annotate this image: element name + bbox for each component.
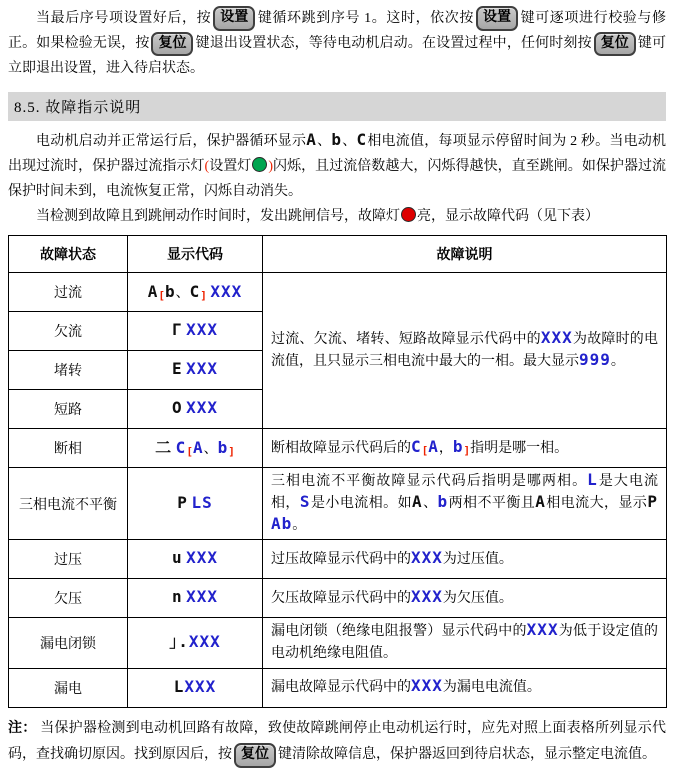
reset-key-icon: 复位 (234, 743, 276, 768)
display-code-cell: ｣.XXX (128, 618, 263, 668)
fault-state-cell: 断相 (9, 429, 128, 468)
intro-paragraph: 当最后序号项设置好后，按 设置 键循环跳到序号 1。这时，依次按 设置 键可逐项进行校验与修正。如果检验无误，按 复位 键退出设置状态，等待电动机启动。在设置过程中，任何时刻按 复位 键可立即退出设置，进入待启状态。 (8, 6, 666, 82)
normal-run-paragraph: 电动机启动并正常运行后，保护器循环显示A、b、C相电流值，每项显示停留时间为 2 秒。当电动机出现过流时，保护器过流指示灯(设置灯 )闪烁，且过流倍数越大，闪烁得越快，直至跳闸。如保护器过流保护时间未到，电流恢复正常，闪烁自动消失。 (8, 129, 667, 199)
col-header-fault-state: 故障状态 (9, 236, 128, 273)
reset-key-icon: 复位 (151, 32, 193, 57)
section-heading: 8.5. 故障指示说明 (8, 92, 666, 121)
fault-desc-cell: 断相故障显示代码后的C[A，b]指明是哪一相。 (263, 429, 667, 468)
table-row-overvoltage (9, 540, 667, 579)
fault-desc-cell: 过压故障显示代码中的XXX为过压值。 (263, 540, 667, 579)
fault-desc-cell-merged: 过流、欠流、堵转、短路故障显示代码中的XXX为故障时的电流值，且只显示三相电流中最大的一相。最大显示999。 (263, 273, 667, 429)
fault-desc-cell: 漏电故障显示代码中的XXX为漏电电流值。 (263, 668, 667, 707)
green-led-icon (252, 157, 267, 172)
table-row-phase-imbalance (9, 468, 667, 540)
display-code-cell: P LS (128, 468, 263, 540)
fault-state-cell: 过流 (9, 273, 128, 312)
fault-state-cell: 漏电闭锁 (9, 618, 128, 668)
note-paragraph: 注： 当保护器检测到电动机回路有故障，致使故障跳闸停止电动机运行时，应先对照上面表格所列显示代码，查找确切原因。找到原因后，按 复位 键清除故障信息，保护器返回到待启状态，显示整定电流值。 (8, 716, 666, 769)
fault-state-cell: 短路 (9, 390, 128, 429)
fault-desc-cell: 欠压故障显示代码中的XXX为欠压值。 (263, 579, 667, 618)
fault-state-cell: 欠流 (9, 312, 128, 351)
display-code-cell: A[b、C] XXX (128, 273, 263, 312)
table-row-phase-loss (9, 429, 667, 468)
col-header-display-code: 显示代码 (128, 236, 263, 273)
col-header-fault-desc: 故障说明 (263, 236, 667, 273)
display-code-cell: O XXX (128, 390, 263, 429)
display-code-cell: LXXX (128, 668, 263, 707)
red-led-icon (401, 207, 416, 222)
set-key-icon: 设置 (213, 6, 255, 31)
display-code-cell: 二 C[A、b] (128, 429, 263, 468)
fault-state-cell: 过压 (9, 540, 128, 579)
table-row-overcurrent (9, 273, 667, 312)
fault-state-cell: 三相电流不平衡 (9, 468, 128, 540)
set-key-icon: 设置 (476, 6, 518, 31)
display-code-cell: E XXX (128, 351, 263, 390)
reset-key-icon: 复位 (594, 32, 636, 57)
fault-code-table (8, 235, 667, 707)
table-row-undervoltage (9, 579, 667, 618)
fault-state-cell: 欠压 (9, 579, 128, 618)
table-header-row (9, 236, 667, 273)
fault-state-cell: 漏电 (9, 668, 128, 707)
table-row-leakage-lockout (9, 618, 667, 668)
fault-state-cell: 堵转 (9, 351, 128, 390)
fault-desc-cell: 漏电闭锁（绝缘电阻报警）显示代码中的XXX为低于设定值的电动机绝缘电阻值。 (263, 618, 667, 668)
table-row-leakage (9, 668, 667, 707)
display-code-cell: Γ XXX (128, 312, 263, 351)
display-code-cell: u XXX (128, 540, 263, 579)
display-code-cell: n XXX (128, 579, 263, 618)
fault-desc-cell: 三相电流不平衡故障显示代码后指明是哪两相。L是大电流相，S是小电流相。如A、b两相不平衡且A相电流大，显示P Ab。 (263, 468, 667, 540)
trip-paragraph: 当检测到故障且到跳闸动作时间时，发出跳闸信号，故障灯 亮，显示故障代码（见下表） (36, 209, 599, 225)
